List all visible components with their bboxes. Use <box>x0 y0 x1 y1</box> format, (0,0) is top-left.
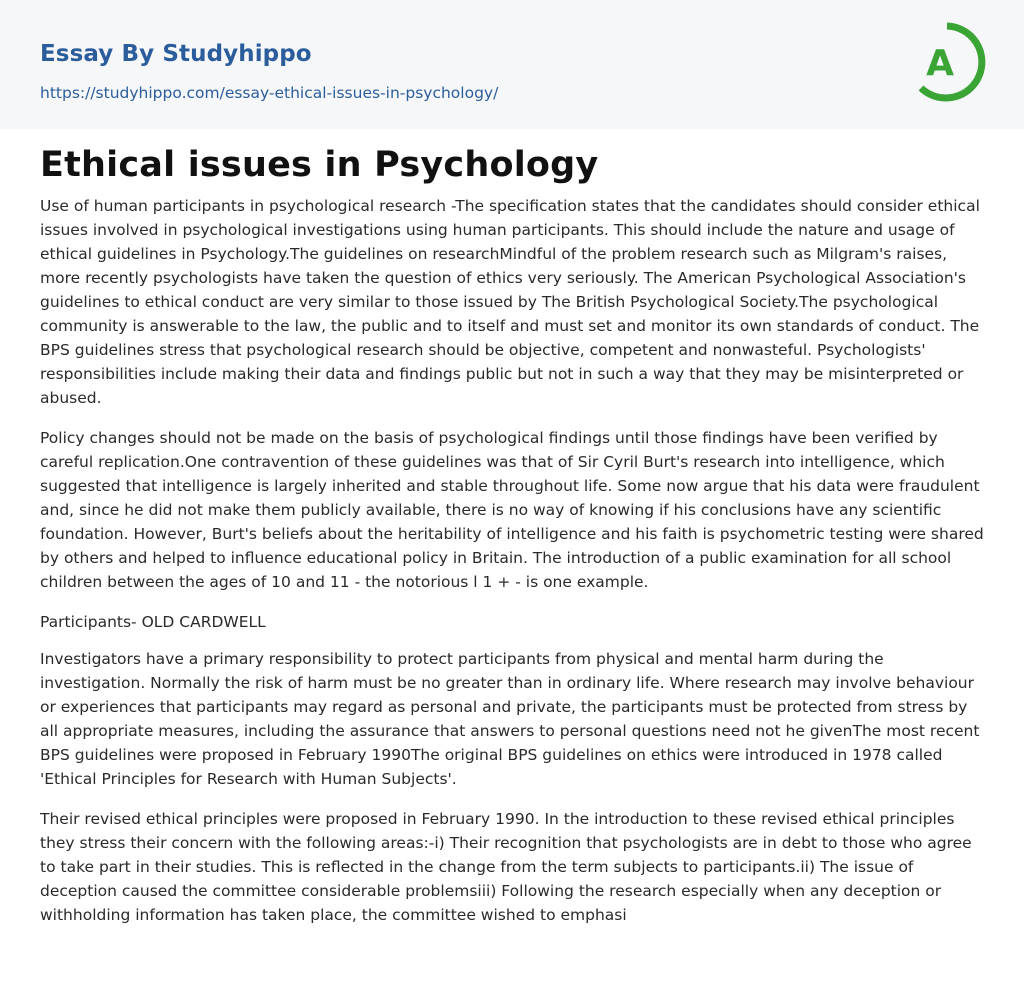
studyhippo-logo-icon[interactable] <box>907 18 991 106</box>
article-paragraph: Investigators have a primary responsibility to protect participants from physical and mental harm during the investigation. Normally the risk of harm must be no greater than in ordinary life. Where research may involve behaviour or experiences that participants may regard as personal and private, the participants must be protected from stress by all appropriate measures, including the assurance that answers to personal questions need not he givenThe most recent BPS guidelines were proposed in February 1990The original BPS guidelines on ethics were introduced in 1978 called 'Ethical Principles for Research with Human Subjects'. <box>40 650 980 788</box>
article-subheading: Participants- OLD CARDWELL <box>40 613 266 631</box>
site-brand[interactable]: Essay By Studyhippo <box>40 41 312 67</box>
article-paragraph: Their revised ethical principles were proposed in February 1990. In the introduction to these revised ethical principles they stress their concern with the following areas:-i) Their recognition that psychologists are in debt to those who agree to take part in their studies. This is reflected in the change from the term subjects to participants.ii) The issue of deception caused the committee considerable problemsiii) Following the research especially when any deception or withholding information has taken place, the committee wished to emphasi <box>40 810 972 924</box>
logo-letter: A <box>926 43 954 84</box>
page-title: Ethical issues in Psychology <box>40 145 599 185</box>
page-url-link[interactable]: https://studyhippo.com/essay-ethical-issues-in-psychology/ <box>40 84 499 102</box>
article-paragraph: Use of human participants in psychological research -The specification states that the candidates should consider ethical issues involved in psychological investigations using human participants. This should include the nature and usage of ethical guidelines in Psychology.The guidelines on researchMindful of the problem research such as Milgram's raises, more recently psychologists have taken the question of ethics very seriously. The American Psychological Association's guidelines to ethical conduct are very similar to those issued by The British Psychological Society.The psychological community is answerable to the law, the public and to itself and must set and monitor its own standards of conduct. The BPS guidelines stress that psychological research should be objective, competent and nonwasteful. Psychologists' responsibilities include making their data and findings public but not in such a way that they may be misinterpreted or abused. <box>40 197 980 407</box>
article-body <box>40 194 988 943</box>
article-paragraph: Policy changes should not be made on the basis of psychological findings until those findings have been verified by careful replication.One contravention of these guidelines was that of Sir Cyril Burt's research into intelligence, which suggested that intelligence is largely inherited and stable throughout life. Some now argue that his data were fraudulent and, since he did not make them publicly available, there is no way of knowing if his conclusions have any scientific foundation. However, Burt's beliefs about the heritability of intelligence and his faith is psychometric testing were shared by others and helped to influence educational policy in Britain. The introduction of a public examination for all school children between the ages of 10 and 11 - the notorious l 1 + - is one example. <box>40 429 984 591</box>
site-header <box>0 0 1024 129</box>
